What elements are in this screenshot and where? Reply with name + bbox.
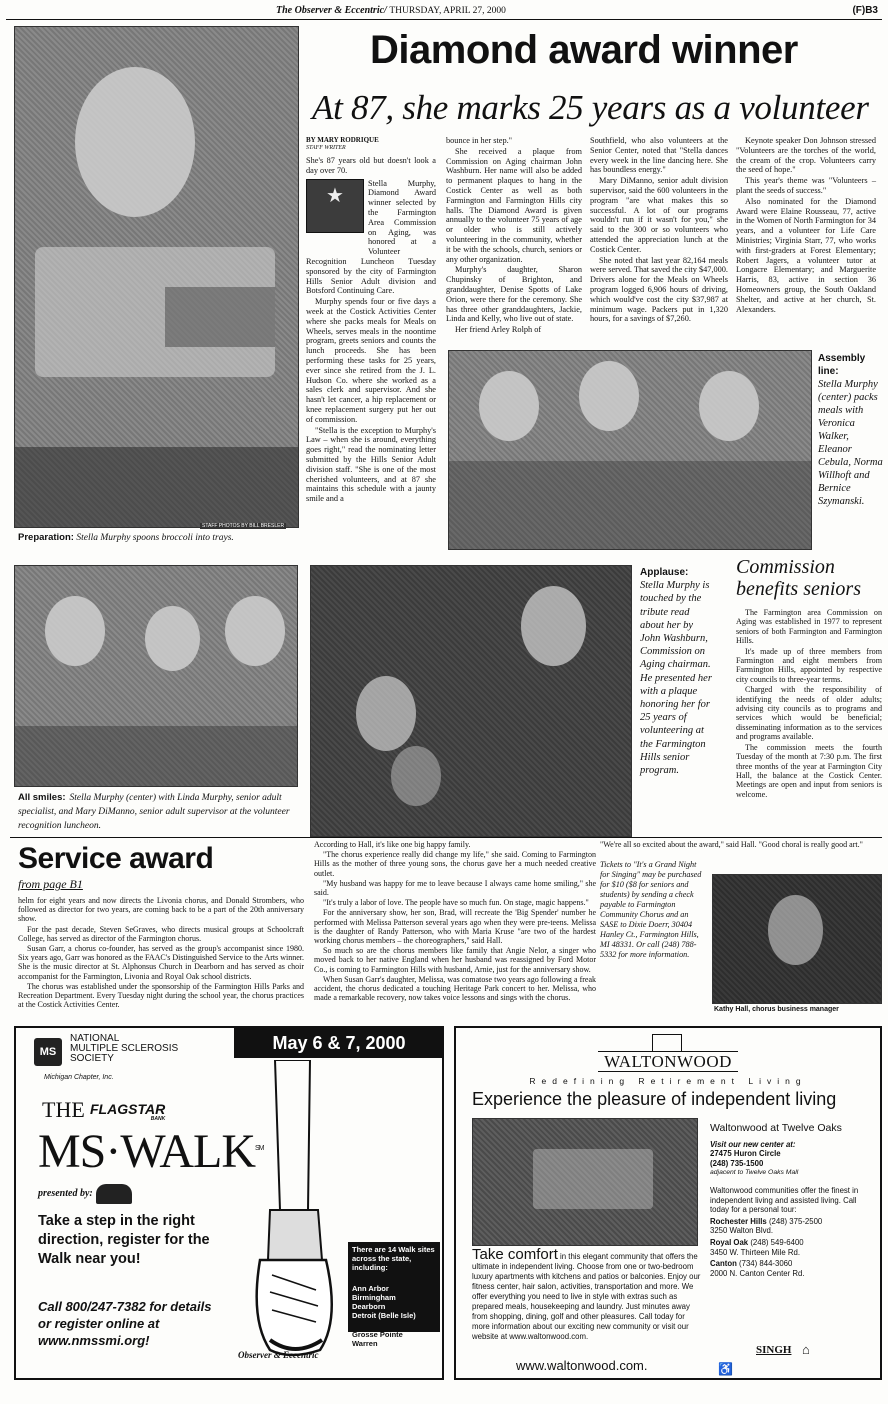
waltonwood-url: www.waltonwood.com. bbox=[516, 1358, 648, 1373]
paragraph: Charged with the responsibility of identifying the needs of older adults; advising city councils as to programs and services which would be beneficial; disseminating information as to the services and programs available. bbox=[736, 685, 882, 742]
caption-preparation bbox=[18, 532, 308, 543]
site-item: Detroit (Belle Isle) bbox=[352, 1311, 416, 1320]
waltonwood-contact: Waltonwood at Twelve Oaks Visit our new center at: 27475 Huron Circle (248) 735-1500 adjacent to Twelve Oaks Mall Waltonwood communities offer the finest in independent living and assisted living. Call today for a personal tour: Rochester Hills (248) 375-2500 3250 Walton Blvd. Royal Oak (248) 549-6400 3450 W. Thirteen Mile Rd. Canton (734) 844-3060 2000 N. Canton Center Rd. bbox=[710, 1124, 876, 1278]
column-2 bbox=[446, 136, 582, 336]
equal-housing-icon: ⌂ bbox=[802, 1342, 810, 1357]
photo-kathy-hall bbox=[712, 874, 882, 1004]
caption-label: All smiles: bbox=[18, 792, 66, 803]
presenter-logo bbox=[96, 1184, 132, 1204]
service-column-3-lead: "We're all so excited about the award," said Hall. "Good choral is really good art." bbox=[600, 840, 863, 849]
ms-call: Call 800/247-7382 for details or register online at www.nmssmi.org! bbox=[38, 1299, 212, 1348]
paragraph: Her friend Arley Rolph of bbox=[455, 325, 542, 335]
site-item: Grosse Pointe bbox=[352, 1330, 403, 1339]
caption-assembly bbox=[818, 352, 884, 508]
caption-applause bbox=[640, 566, 712, 777]
service-column-2 bbox=[314, 840, 596, 1003]
waltonwood-brand: WALTONWOOD bbox=[456, 1052, 880, 1072]
paragraph: Murphy's daughter, Sharon Chupinsky of Brighton, and granddaughter, Denise Spotts of Lake Orion, were there for the ceremony. She has three other granddaughters, Jackie, Linda and Kelly, who live out of state. bbox=[446, 265, 582, 324]
caption-text: Stella Murphy (center) with Linda Murphy, senior adult specialist, and Mary DiManno, senior adult supervisor at the volunteer recognition luncheon. bbox=[18, 793, 290, 831]
wrap-paragraph: Stella Murphy, Diamond Award winner selected by the Farmington Area Commission on Aging, was honored at a Volunteer bbox=[368, 178, 436, 257]
waltonwood-ad bbox=[454, 1026, 882, 1380]
paragraph: According to Hall, it's like one big happy family. bbox=[314, 840, 471, 849]
header-rule bbox=[6, 19, 882, 20]
photo-credit: STAFF PHOTOS BY BILL BRESLER bbox=[202, 523, 285, 529]
caption-label: Assembly line: bbox=[818, 353, 866, 377]
paragraph: Murphy spends four or five days a week at the Costick Activities Center where she packs meals for Meals on Wheels, serves meals in the noontime program, greets seniors and counts the lunch proceeds. She has been performing these tasks for 25 years, ever since she retired from the J. L. Hudson Co. where she worked as a sales clerk and supervisor. And she hasn't let cancer, a hip replacement or knee replacement surgery put her out of commission. bbox=[306, 297, 436, 424]
ms-logo: MS bbox=[34, 1038, 62, 1066]
paragraph: "My husband was happy for me to leave because I always came home smiling," she said. bbox=[314, 878, 596, 898]
commission-title: Commission benefits seniors bbox=[736, 556, 861, 600]
oe-logo: Observer & Eccentric bbox=[238, 1350, 319, 1360]
photo-assembly-line bbox=[448, 350, 812, 550]
tickets-info: Tickets to "It's a Grand Night for Singing" may be purchased for $10 ($8 for seniors and students) by sending a check payable to Farmington Community Chorus and an SASE to Dixie Doerr, 30404 Hanley Ct., Farmington Hills, MI 48331. Or call (248) 788-5332 for more information. bbox=[600, 860, 702, 959]
sites-head: There are 14 Walk sites across the state, including: bbox=[352, 1245, 435, 1272]
service-jump: from page B1 bbox=[18, 877, 83, 891]
site-item: Birmingham bbox=[352, 1293, 396, 1302]
waltonwood-tagline: Redefining Retirement Living bbox=[529, 1076, 807, 1086]
waltonwood-headline: Experience the pleasure of independent living bbox=[472, 1089, 837, 1109]
site-item: Warren bbox=[352, 1339, 378, 1348]
column-3 bbox=[590, 136, 728, 325]
caption-all-smiles bbox=[18, 790, 308, 832]
ms-walk-title: MS·WALK℠ bbox=[38, 1125, 264, 1178]
ms-cta: Take a step in the right direction, register for the Walk near you! bbox=[38, 1213, 210, 1267]
caption-text: Stella Murphy (center) packs meals with Veronica Walker, Eleanor Cebula, Norma Willhoft and Bernice Szymanski. bbox=[818, 379, 883, 507]
paragraph: When Susan Garr's daughter, Melissa, was comatose two years ago following a freak accident, the chorus dedicated a touching Heritage Park concert to her. Melissa, who made a remarkable recovery, now takes voice lessons and sings with the chorus. bbox=[314, 974, 596, 1003]
ms-dates: May 6 & 7, 2000 bbox=[272, 1033, 406, 1053]
location-entry: Canton (734) 844-3060 2000 N. Canton Center Rd. bbox=[710, 1259, 805, 1278]
ms-chapter: Michigan Chapter, Inc. bbox=[44, 1074, 114, 1081]
column-1 bbox=[306, 136, 436, 505]
issue-date: THURSDAY, APRIL 27, 2000 bbox=[389, 6, 506, 16]
paragraph: The chorus was established under the sponsorship of the Farmington Hills Parks and Recreation Department. Every Tuesday night during the school year, the chorus practices at the Costick Activities Center. bbox=[18, 981, 304, 1010]
location-entry: Rochester Hills (248) 375-2500 3250 Walton Blvd. bbox=[710, 1216, 823, 1236]
paragraph: "It's truly a labor of love. The people have so much fun. On stage, magic happens." bbox=[323, 898, 589, 908]
lead-paragraph: She's 87 years old but doesn't look a day over 70. bbox=[306, 156, 436, 175]
ms-walk-ad bbox=[14, 1026, 444, 1380]
waltonwood-logo-mark bbox=[652, 1034, 682, 1052]
ms-the: THE bbox=[42, 1097, 85, 1122]
location-entry: Royal Oak (248) 549-6400 3450 W. Thirteen Mile Rd. bbox=[710, 1237, 804, 1257]
ms-sponsor: FLAGSTAR BANK bbox=[90, 1101, 166, 1122]
sites-list bbox=[352, 1284, 416, 1320]
waltonwood-comfort: Take comfort in this elegant community that offers the ultimate in independent living. Choose from one or two-bedroom luxury apartments with kitchens and patios or balconies. Enjoy our fitness center, hair salon, activities, transportation and more. We offer everything you need to live in style with extras such as prepared meals, housekeeping and laundry. Just minutes away from shopping, dining, golf and other pleasures. Call today for more information about our exciting new community or visit our website at www.waltonwood.com. bbox=[472, 1246, 701, 1341]
singh-logo: SINGH bbox=[756, 1344, 792, 1356]
paragraph: Also nominated for the Diamond Award were Elaine Rousseau, 77, active in the Women of North Farmington for 34 years, and a volunteer for Life Care Ministries; Virginia Starr, 77, who works with first-graders at Forest Elementary; Robert Jagers, a volunteer tutor at Longacre Elementary; and Marguerite Harris, 83, active in section 36 Homeowners group, the South Oakland Shelter, and active at her church, St. Alexanders. bbox=[736, 196, 876, 314]
paragraph: For the past decade, Steven SeGraves, who directs musical groups at Schoolcraft College, has served as director of the Farmington chorus. bbox=[18, 924, 304, 943]
commission-sidebar bbox=[736, 556, 882, 800]
paragraph: Southfield, who also volunteers at the Senior Center, noted that "Stella dances every week in the line dancing here. She has boundless energy." bbox=[590, 136, 728, 175]
photo-applause bbox=[310, 565, 632, 837]
column-4 bbox=[736, 136, 876, 315]
caption-text: Stella Murphy is touched by the tribute read about her by John Washburn, Commission on Aging chairman. He presented her with a plaque honoring her for 25 years of volunteering at the Farmington Hills senior program. bbox=[640, 580, 712, 777]
paragraph: Susan Garr, a chorus co-founder, has served as the group's accompanist since 1980. Six years ago, Garr was honored as the FAAC's Distinguished Service to the Arts winner. She is the music director at St. Alphonsus Church in Dearborn and has served as choir accompanist for the Farmington, Livonia and Royal Oak school districts. bbox=[18, 944, 304, 981]
ms-org-name: NATIONAL MULTIPLE SCLEROSIS SOCIETY bbox=[70, 1033, 179, 1064]
page-header bbox=[6, 4, 882, 18]
caption-label: Applause: bbox=[640, 567, 689, 578]
accessibility-icon: ♿ bbox=[718, 1362, 733, 1376]
section-rule bbox=[10, 837, 882, 838]
paragraph: The commission meets the fourth Tuesday of the month at 7:30 p.m. The first three months of the year at Farmington City Hall, the balance at the Costick Center. Meetings are open and input from seniors is welcome. bbox=[736, 742, 882, 799]
photo-preparation bbox=[14, 26, 299, 528]
paragraph: "The chorus experience really did change my life," she said. Coming to Farmington Hills as the mother of three young sons, the chorus gave her a much needed creative outlet. bbox=[314, 850, 596, 878]
caption-text: Stella Murphy spoons broccoli into trays. bbox=[76, 533, 234, 543]
paragraph: helm for eight years and now directs the Livonia chorus, and Donald Strombers, who followed as director for two years, are coming back to be a part of the 20th anniversary show. bbox=[18, 896, 304, 924]
star-icon: ★ bbox=[326, 184, 344, 207]
service-headline: Service award bbox=[18, 842, 214, 875]
main-subhead: At 87, she marks 25 years as a volunteer bbox=[312, 88, 869, 127]
site-item: Dearborn bbox=[352, 1302, 386, 1311]
paragraph: The Farmington area Commission on Aging was established in 1977 to represent seniors of both Farmington and Farmington Hills. bbox=[736, 608, 882, 646]
paragraph: For the anniversary show, her son, Brad, will recreate the 'Big Spender' number he performed with Melissa Patterson several years ago when they were pre-teens. Melissa is the daughter of Randy Patterson, who with Maria Kruse "are two of the hardest working chorus members – the choreographers," said Hall. bbox=[314, 908, 596, 946]
paragraph: So much so are the chorus members like family that Angie Nelor, a singer who moved back to her native England when her husband was reassigned by Ford Motor Co., is coming to Farmington Hills with husband, Arnie, just for the anniversary show. bbox=[314, 946, 596, 974]
paragraph: She noted that last year 82,164 meals were served. That saved the city $47,000. Drivers alone for the Meals on Wheels program logged 6,906 hours of driving, which would've cost the city $37,987 at minimum wage. Packers put in 1,320 hours, for a savings of $7,260. bbox=[590, 255, 728, 324]
main-headline: Diamond award winner bbox=[370, 28, 798, 72]
paragraph: bounce in her step." bbox=[446, 136, 513, 145]
sneaker-illustration bbox=[230, 1060, 350, 1360]
site-item: Ann Arbor bbox=[352, 1284, 389, 1293]
paragraph: She received a plaque from Commission on Aging chairman John Washburn. Her name will also be added to permanent plaques to hang in the Costick Center as well as both Farmington and Farmington Hills city halls. The Diamond Award is given annually to the volunteer 75 years of age or older who is still actively volunteering in the community, whether it be with the schools, church, seniors or any other organization. bbox=[446, 146, 582, 264]
sites-list-tail bbox=[352, 1330, 403, 1348]
caption-kathy-hall: Kathy Hall, chorus business manager bbox=[714, 1006, 839, 1013]
page-number: (F)B3 bbox=[852, 5, 878, 16]
paragraph: "Stella is the exception to Murphy's Law – when she is around, everything goes right," read the nominating letter submitted by the Hills Senior Adult division staff. "She is one of the most cherished volunteers, and at 87 she maintains this schedule with a jaunty smile and a bbox=[306, 425, 436, 504]
dates-banner bbox=[234, 1028, 444, 1058]
byline: BY MARY RODRIQUE bbox=[306, 136, 379, 144]
ms-presented: presented by: bbox=[38, 1188, 93, 1199]
paragraph: Keynote speaker Don Johnson stressed "Volunteers are the torches of the world, the cream of the crop. Volunteers carry the seed of hope." bbox=[736, 136, 876, 175]
paragraph: It's made up of three members from Farmington and eight members from Farmington Hills, appointed by respective city councils to three-year terms. bbox=[736, 646, 882, 684]
caption-label: Preparation: bbox=[18, 532, 74, 543]
photo-all-smiles bbox=[14, 565, 298, 787]
diamond-award-logo bbox=[306, 179, 364, 233]
paragraph: This year's theme was "Volunteers – plant the seeds of success." bbox=[736, 176, 876, 195]
paragraph: Mary DiManno, senior adult division supervisor, said the 600 volunteers in the program "are what makes this so successful. A lot of our programs wouldn't run if it wasn't for you," she said to the 300 or so volunteers who attended the appreciation lunch at the Costick Center. bbox=[590, 176, 728, 254]
paragraph: Recognition Luncheon Tuesday sponsored by the city of Farmington Hills Senior Adult division and Botsford Continuing Care. bbox=[306, 256, 436, 296]
service-column-1 bbox=[18, 896, 304, 1010]
byline-role: STAFF WRITER bbox=[306, 145, 346, 151]
paper-name: The Observer & Eccentric/ bbox=[276, 5, 387, 16]
waltonwood-building-photo bbox=[472, 1118, 698, 1246]
